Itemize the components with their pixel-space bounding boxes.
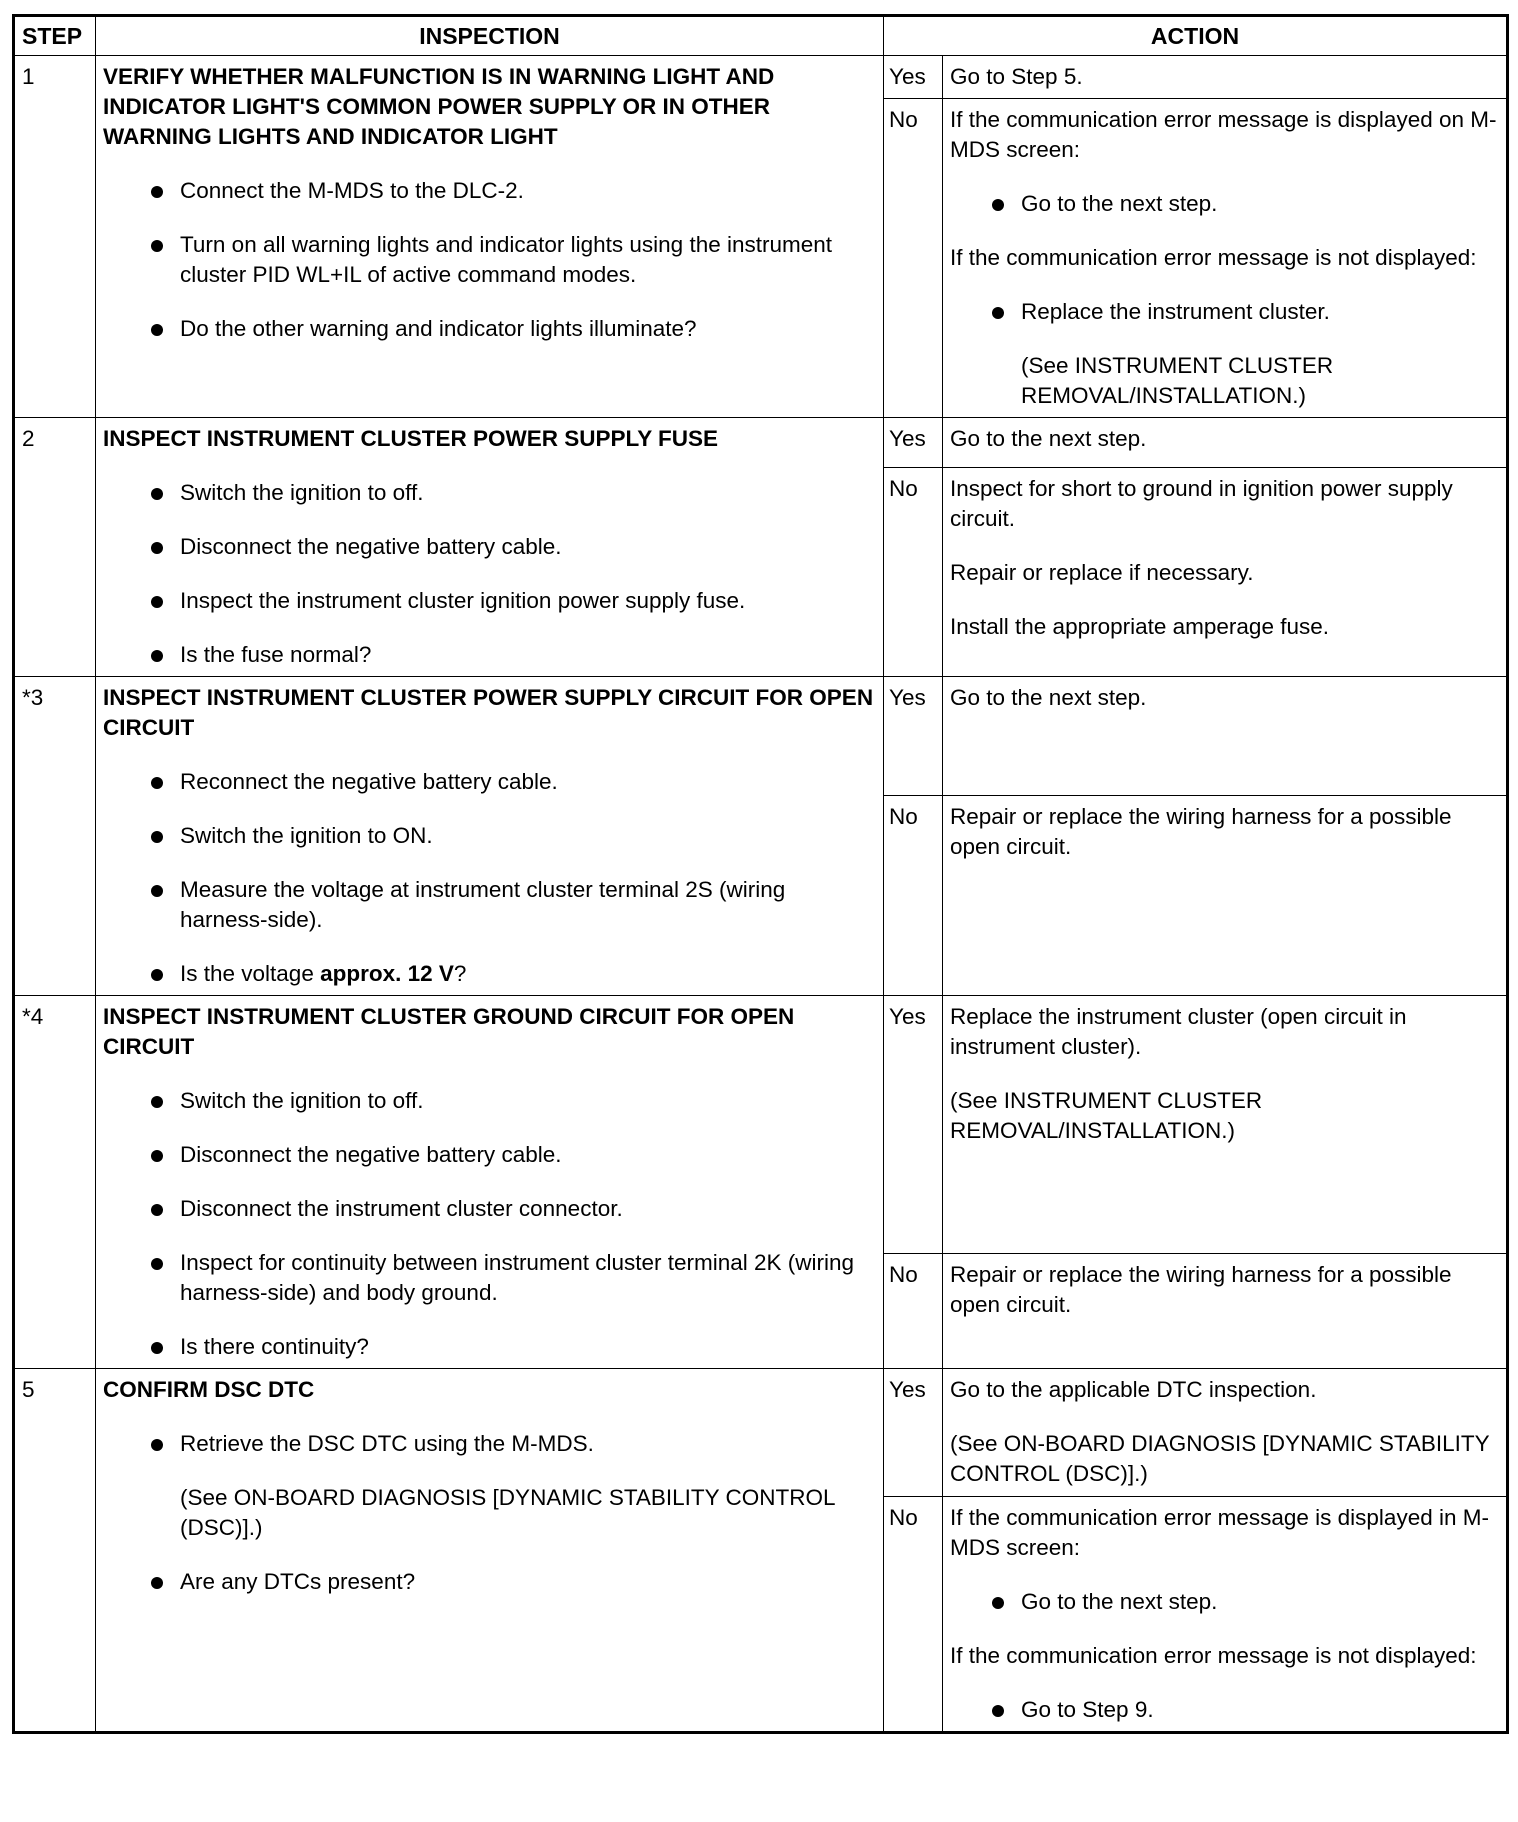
troubleshooting-table xyxy=(12,14,1509,1734)
action-bullet: Go to the next step. xyxy=(992,189,1499,219)
reference-note: (See INSTRUMENT CLUSTER REMOVAL/INSTALLATION.) xyxy=(1021,353,1334,408)
no-action xyxy=(943,99,1508,418)
yes-action xyxy=(943,996,1508,1254)
troubleshooting-sheet xyxy=(12,14,1506,1734)
step-number: 1 xyxy=(14,56,96,418)
bullet-item: Switch the ignition to off. xyxy=(151,1086,876,1116)
action-text: Go to the applicable DTC inspection. xyxy=(950,1377,1317,1402)
no-label: No xyxy=(884,1254,943,1369)
action-bullet: Replace the instrument cluster. xyxy=(992,297,1499,327)
bullet-item: Disconnect the negative battery cable. xyxy=(151,532,876,562)
yes-action: Go to Step 5. xyxy=(943,56,1508,99)
action-text: If the communication error message is displayed in M-MDS screen: xyxy=(950,1505,1489,1560)
no-action: Repair or replace the wiring harness for a possible open circuit. xyxy=(943,1254,1508,1369)
bullet-item: Switch the ignition to ON. xyxy=(151,821,876,851)
no-label: No xyxy=(884,1497,943,1733)
step-inspection xyxy=(96,56,884,418)
action-text: If the communication error message is displayed on M-MDS screen: xyxy=(950,107,1497,162)
inspection-bullets xyxy=(103,176,876,344)
step-number: 2 xyxy=(14,418,96,677)
bullet-item: Do the other warning and indicator lights illuminate? xyxy=(151,314,876,344)
action-text: Install the appropriate amperage fuse. xyxy=(950,614,1329,639)
inspection-bullets xyxy=(103,767,876,989)
action-text: Inspect for short to ground in ignition power supply circuit. xyxy=(950,476,1453,531)
inspection-column-header: INSPECTION xyxy=(96,16,884,56)
table-header-row xyxy=(14,16,1508,56)
bullet-item: Is there continuity? xyxy=(151,1332,876,1362)
yes-action: Go to the next step. xyxy=(943,677,1508,796)
bullet-item: Reconnect the negative battery cable. xyxy=(151,767,876,797)
yes-label: Yes xyxy=(884,418,943,468)
bullet-item: Connect the M-MDS to the DLC-2. xyxy=(151,176,876,206)
bullet-text: Is the voltage xyxy=(180,961,321,986)
step-title: INSPECT INSTRUMENT CLUSTER POWER SUPPLY CIRCUIT FOR OPEN CIRCUIT xyxy=(103,685,874,740)
step-title: INSPECT INSTRUMENT CLUSTER POWER SUPPLY FUSE xyxy=(103,426,719,451)
action-text: If the communication error message is not displayed: xyxy=(950,245,1477,270)
inspection-bullets xyxy=(103,478,876,670)
step-title: INSPECT INSTRUMENT CLUSTER GROUND CIRCUIT FOR OPEN CIRCUIT xyxy=(103,1004,795,1059)
bullet-item: Inspect for continuity between instrument cluster terminal 2K (wiring harness-side) and body ground. xyxy=(151,1248,876,1308)
inspection-bullets xyxy=(103,1429,876,1597)
step-3-yes-row xyxy=(14,677,1508,796)
inspection-bullets xyxy=(103,1086,876,1362)
no-label: No xyxy=(884,468,943,677)
action-bullet: Go to the next step. xyxy=(992,1587,1499,1617)
reference-note: (See ON-BOARD DIAGNOSIS [DYNAMIC STABILITY CONTROL (DSC)].) xyxy=(950,1431,1490,1486)
bullet-item: Inspect the instrument cluster ignition power supply fuse. xyxy=(151,586,876,616)
step-number: *4 xyxy=(14,996,96,1369)
bullet-item: Measure the voltage at instrument cluster terminal 2S (wiring harness-side). xyxy=(151,875,876,935)
action-column-header: ACTION xyxy=(884,16,1508,56)
no-action xyxy=(943,1497,1508,1733)
bullet-text: ? xyxy=(453,961,467,986)
action-text: If the communication error message is not displayed: xyxy=(950,1643,1477,1668)
yes-label: Yes xyxy=(884,1369,943,1497)
step-4-yes-row xyxy=(14,996,1508,1254)
bullet-item: Is the fuse normal? xyxy=(151,640,876,670)
step-number: *3 xyxy=(14,677,96,996)
step-inspection xyxy=(96,418,884,677)
step-2-yes-row xyxy=(14,418,1508,468)
step-column-header: STEP xyxy=(14,16,96,56)
no-label: No xyxy=(884,99,943,418)
no-label: No xyxy=(884,796,943,996)
bullet-item xyxy=(151,1429,876,1543)
step-inspection xyxy=(96,996,884,1369)
action-text: Replace the instrument cluster (open circuit in instrument cluster). xyxy=(950,1004,1407,1059)
action-bullet: Go to Step 9. xyxy=(992,1695,1499,1725)
step-inspection xyxy=(96,1369,884,1733)
bullet-item: Switch the ignition to off. xyxy=(151,478,876,508)
reference-note: (See INSTRUMENT CLUSTER REMOVAL/INSTALLATION.) xyxy=(950,1088,1263,1143)
bullet-item: Disconnect the instrument cluster connector. xyxy=(151,1194,876,1224)
bullet-item: Turn on all warning lights and indicator lights using the instrument cluster PID WL+IL of active command modes. xyxy=(151,230,876,290)
reference-note: (See ON-BOARD DIAGNOSIS [DYNAMIC STABILITY CONTROL (DSC)].) xyxy=(180,1485,835,1540)
yes-label: Yes xyxy=(884,677,943,796)
voltage-value: approx. 12 V xyxy=(320,961,454,986)
bullet-item: Are any DTCs present? xyxy=(151,1567,876,1597)
step-number: 5 xyxy=(14,1369,96,1733)
step-inspection xyxy=(96,677,884,996)
yes-label: Yes xyxy=(884,996,943,1254)
no-action: Repair or replace the wiring harness for a possible open circuit. xyxy=(943,796,1508,996)
step-5-yes-row xyxy=(14,1369,1508,1497)
step-1-yes-row xyxy=(14,56,1508,99)
yes-action: Go to the next step. xyxy=(943,418,1508,468)
step-title: CONFIRM DSC DTC xyxy=(103,1377,315,1402)
yes-label: Yes xyxy=(884,56,943,99)
bullet-item: Disconnect the negative battery cable. xyxy=(151,1140,876,1170)
no-action xyxy=(943,468,1508,677)
bullet-text: Retrieve the DSC DTC using the M-MDS. xyxy=(180,1431,594,1456)
bullet-item xyxy=(151,959,876,989)
yes-action xyxy=(943,1369,1508,1497)
action-text: Repair or replace if necessary. xyxy=(950,560,1254,585)
step-title: VERIFY WHETHER MALFUNCTION IS IN WARNING LIGHT AND INDICATOR LIGHT'S COMMON POWER SUPPLY OR IN OTHER WARNING LIGHTS AND INDICATOR LIGHT xyxy=(103,64,775,149)
